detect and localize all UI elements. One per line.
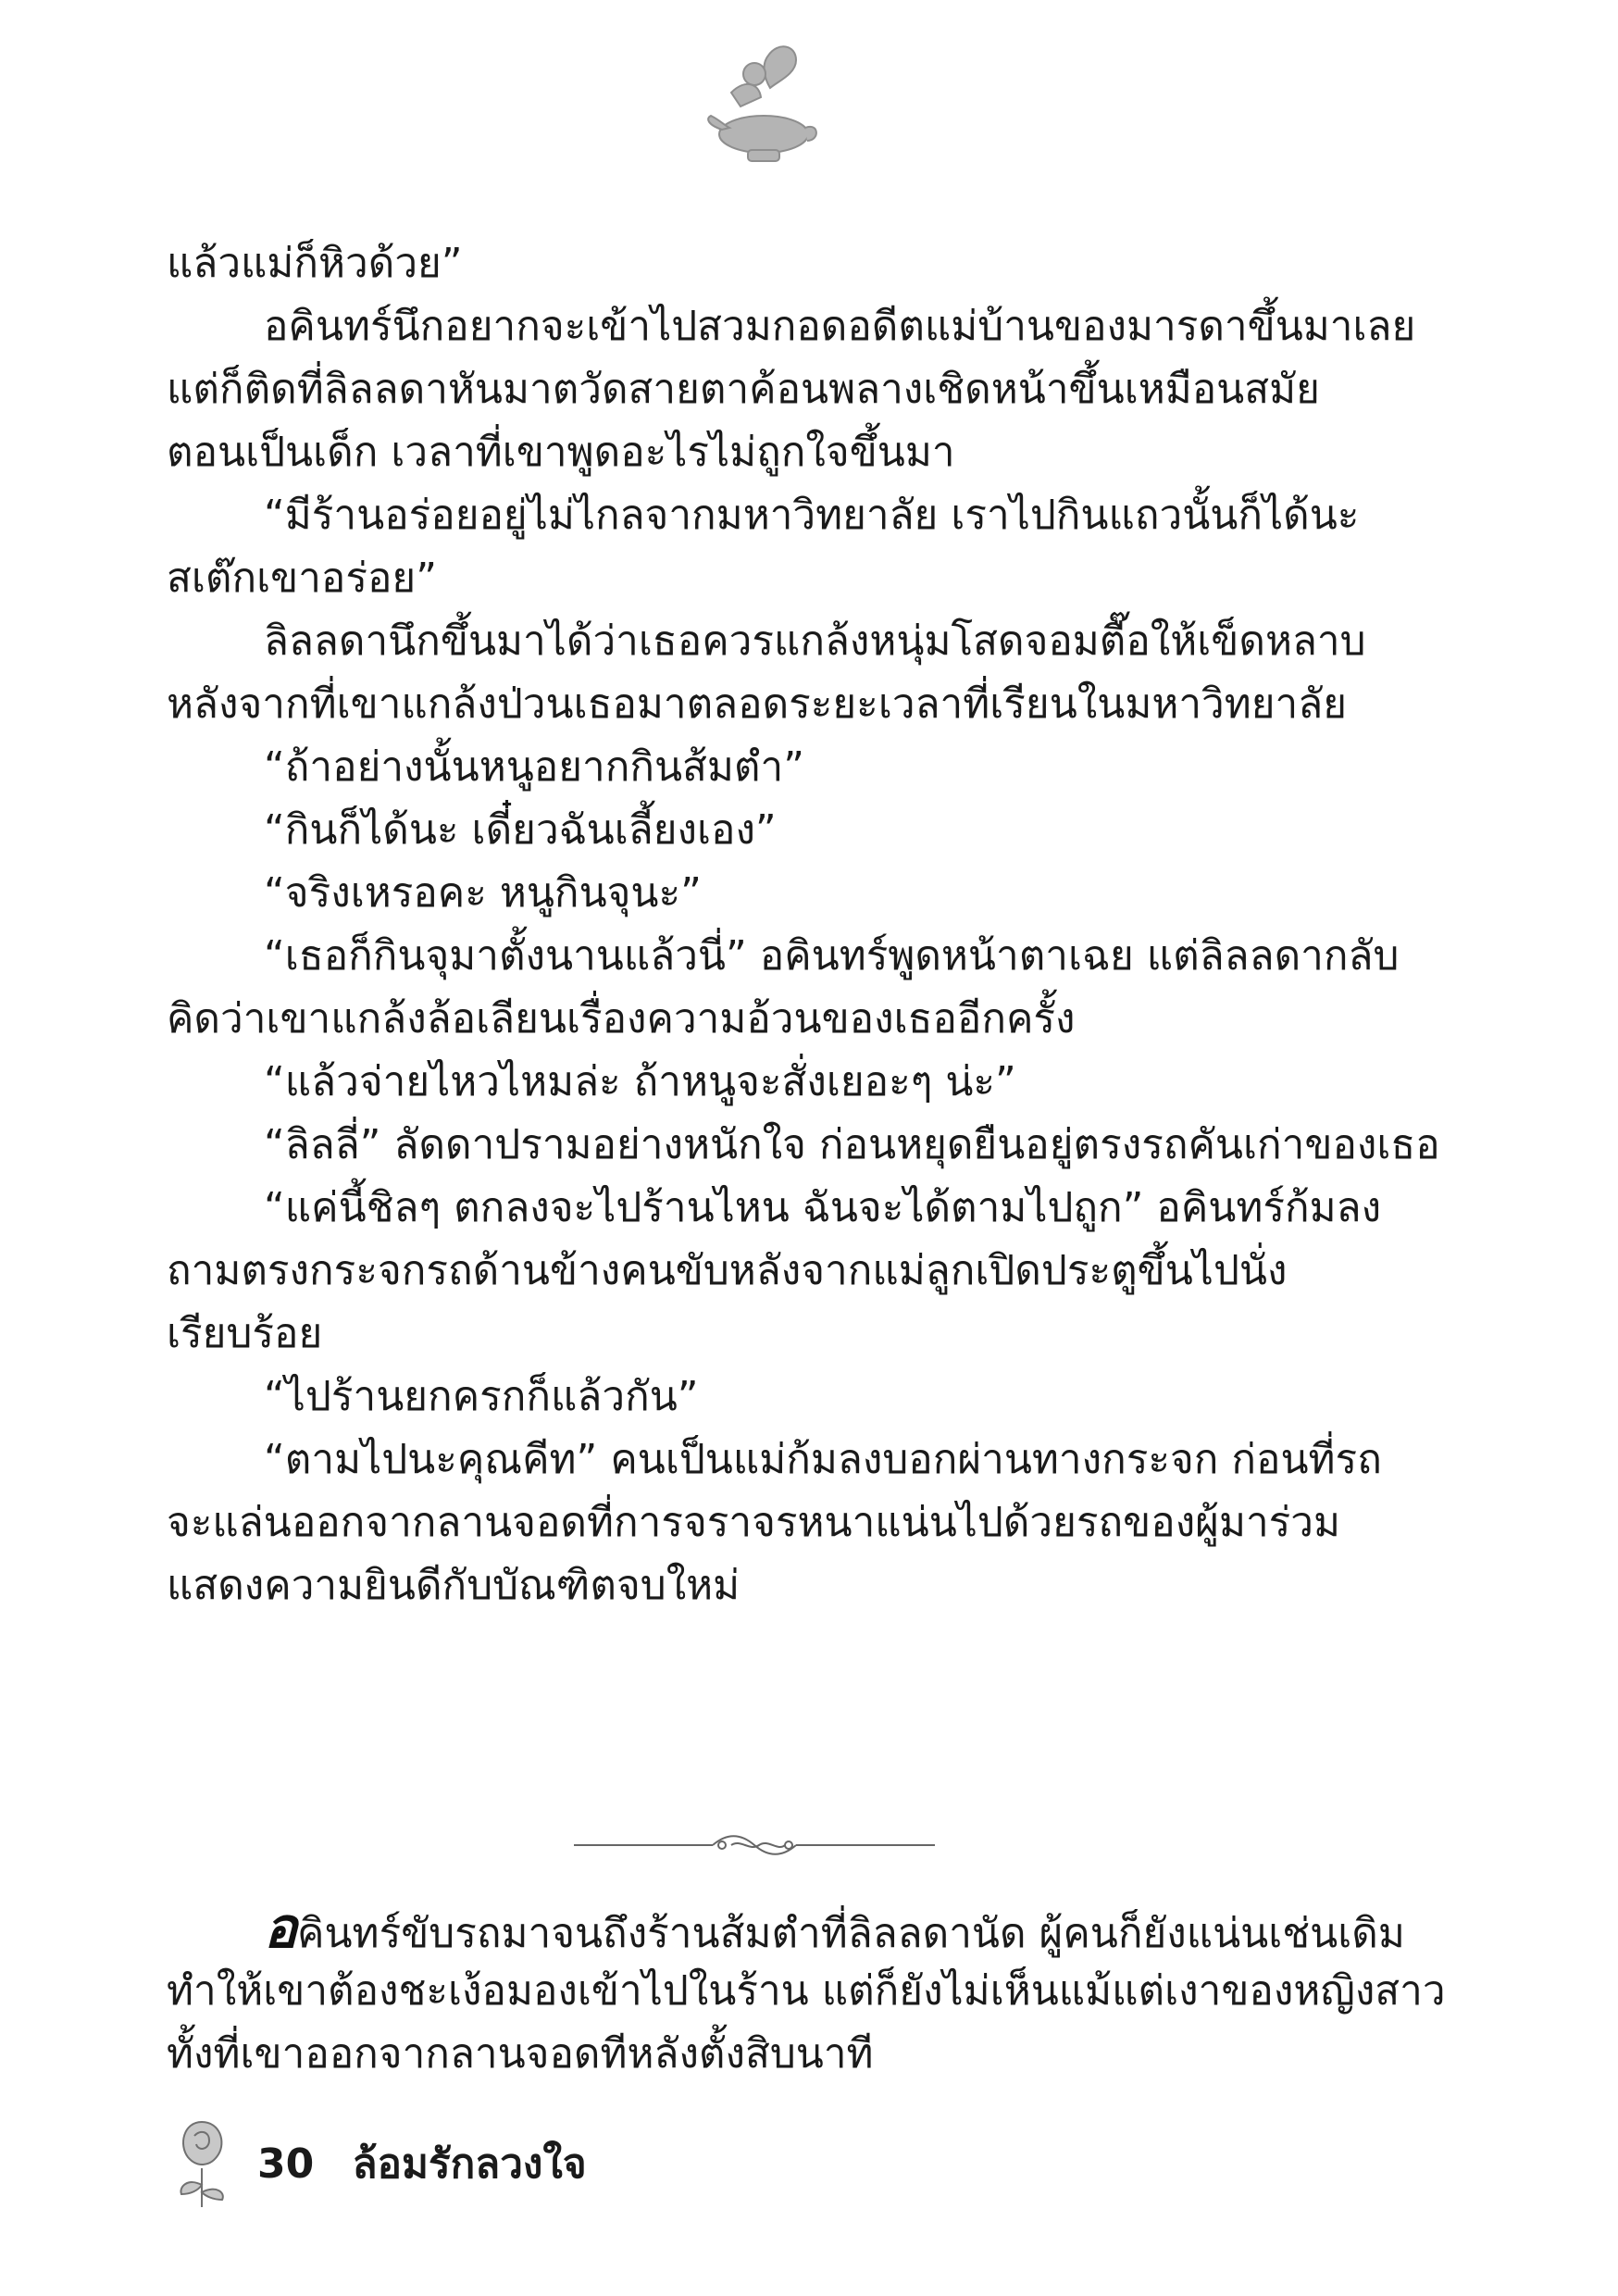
flourish-icon [574,1822,935,1868]
page-footer [257,2137,587,2192]
rose-icon [165,2103,239,2215]
text-line: ทั้งที่เขาออกจากลานจอดทีหลังตั้งสิบนาที [167,2030,874,2078]
text-line: สเต๊กเขาอร่อย” [167,555,437,602]
text-line: “มีร้านอร่อยอยู่ไม่ไกลจากมหาวิทยาลัย เราไปกินแถวนั้นก็ได้นะ [264,492,1360,539]
drop-cap: อ [264,1896,298,1961]
page-number: 30 [257,2140,315,2188]
text-line [167,1898,1467,1965]
text-line: “กินก็ได้นะ เดี๋ยวฉันเลี้ยงเอง” [264,806,777,854]
text-line: ลิลลดานึกขึ้นมาได้ว่าเธอควรแกล้งหนุ่มโสดจอมตื๊อให้เข็ดหลาบ [264,618,1366,665]
text-line: “ไปร้านยกครกก็แล้วกัน” [264,1373,699,1420]
text-line: ตอนเป็นเด็ก เวลาที่เขาพูดอะไรไม่ถูกใจขึ้นมา [167,429,955,476]
text-line: ถามตรงกระจกรถด้านข้างคนขับหลังจากแม่ลูกเปิดประตูขึ้นไปนั่ง [167,1247,1288,1294]
text-line: “ตามไปนะคุณคีท” คนเป็นแม่ก้มลงบอกผ่านทางกระจก ก่อนที่รถ [264,1436,1382,1483]
text-line: “จริงเหรอคะ หนูกินจุนะ” [264,869,702,917]
text-line-content: คินทร์ขับรถมาจนถึงร้านส้มตำที่ลิลลดานัด ผู้คนก็ยังแน่นเช่นเดิม [297,1910,1405,1957]
text-line: ทำให้เขาต้องชะเง้อมองเข้าไปในร้าน แต่ก็ยังไม่เห็นแม้แต่เงาของหญิงสาว [167,1967,1446,2015]
text-line: หลังจากที่เขาแกล้งป่วนเธอมาตลอดระยะเวลาที่เรียนในมหาวิทยาลัย [167,680,1347,728]
text-line: เรียบร้อย [167,1310,323,1357]
teapot-cupid-icon [703,37,824,176]
text-line: แล้วแม่ก็หิวด้วย” [167,240,463,287]
text-line: แต่ก็ติดที่ลิลลดาหันมาตวัดสายตาค้อนพลางเชิดหน้าขึ้นเหมือนสมัย [167,366,1320,413]
text-line: แสดงความยินดีกับบัณฑิตจบใหม่ [167,1562,741,1609]
text-line: “แค่นี้ชิลๆ ตกลงจะไปร้านไหน ฉันจะได้ตามไปถูก” อคินทร์ก้มลง [264,1184,1382,1231]
text-line: “ลิลลี่” ลัดดาปรามอย่างหนักใจ ก่อนหยุดยืนอยู่ตรงรถคันเก่าของเธอ [264,1121,1440,1168]
text-line: “เธอก็กินจุมาตั้งนานแล้วนี่” อคินทร์พูดหน้าตาเฉย แต่ลิลลดากลับ [264,932,1400,980]
text-line: คิดว่าเขาแกล้งล้อเลียนเรื่องความอ้วนของเธออีกครั้ง [167,995,1076,1042]
text-line: “แล้วจ่ายไหวไหมล่ะ ถ้าหนูจะสั่งเยอะๆ น่ะ” [264,1058,1016,1105]
book-title: ล้อมรักลวงใจ [352,2140,587,2188]
text-line: จะแล่นออกจากลานจอดที่การจราจรหนาแน่นไปด้วยรถของผู้มาร่วม [167,1499,1341,1546]
text-line: อคินทร์นึกอยากจะเข้าไปสวมกอดอดีตแม่บ้านของมารดาขึ้นมาเลย [264,303,1416,350]
text-line: “ถ้าอย่างนั้นหนูอยากกินส้มตำ” [264,743,804,791]
